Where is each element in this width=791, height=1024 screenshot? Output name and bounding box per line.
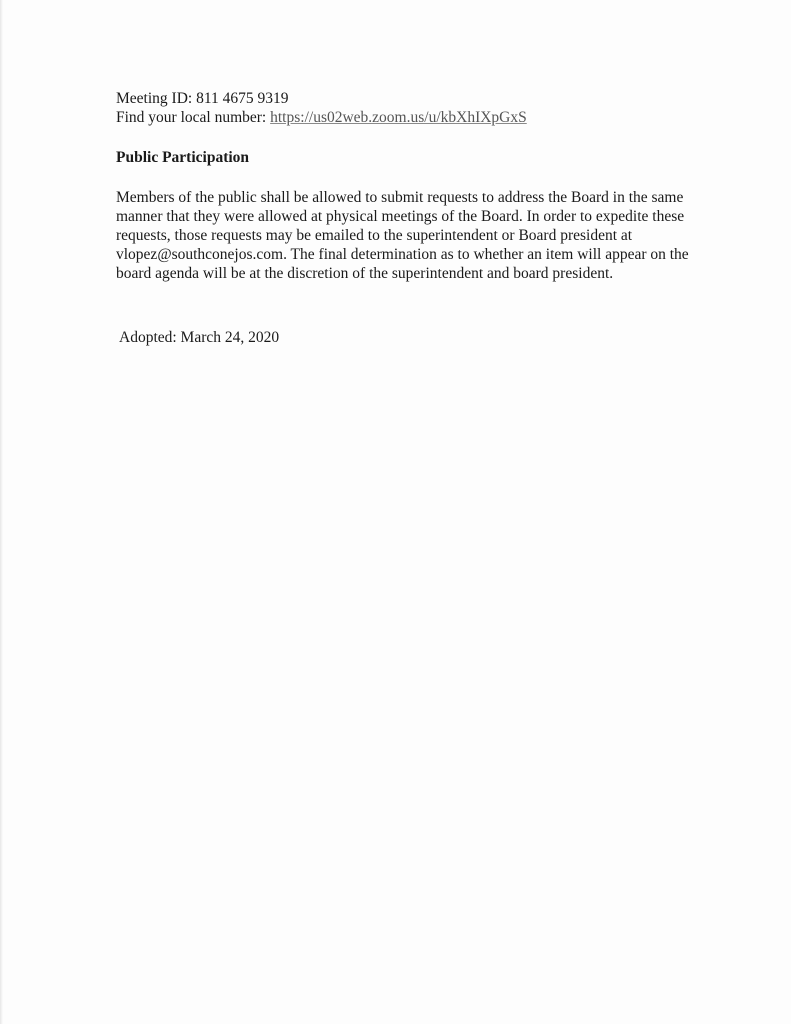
paragraph-line: manner that they were allowed at physical meetings of the Board. In order to expedite these — [116, 208, 685, 225]
paragraph-line: requests, those requests may be emailed to the superintendent or Board president at — [116, 227, 633, 244]
local-number-line — [116, 108, 716, 127]
paragraph-line: vlopez@southconejos.com. The final determination as to whether an item will appear on the — [116, 246, 689, 263]
local-number-label: Find your local number: — [116, 109, 271, 126]
adopted-date: Adopted: March 24, 2020 — [119, 329, 280, 346]
paragraph-line: board agenda will be at the discretion of the superintendent and board president. — [116, 265, 614, 282]
meeting-id: Meeting ID: 811 4675 9319 — [116, 90, 289, 107]
meeting-info — [116, 89, 716, 127]
paragraph-line: Members of the public shall be allowed to submit requests to address the Board in the same — [116, 189, 684, 206]
local-number-link[interactable]: https://us02web.zoom.us/u/kbXhIXpGxS — [270, 109, 527, 126]
scan-edge — [0, 0, 3, 1024]
section-heading: Public Participation — [116, 149, 250, 166]
participation-paragraph — [116, 188, 706, 283]
